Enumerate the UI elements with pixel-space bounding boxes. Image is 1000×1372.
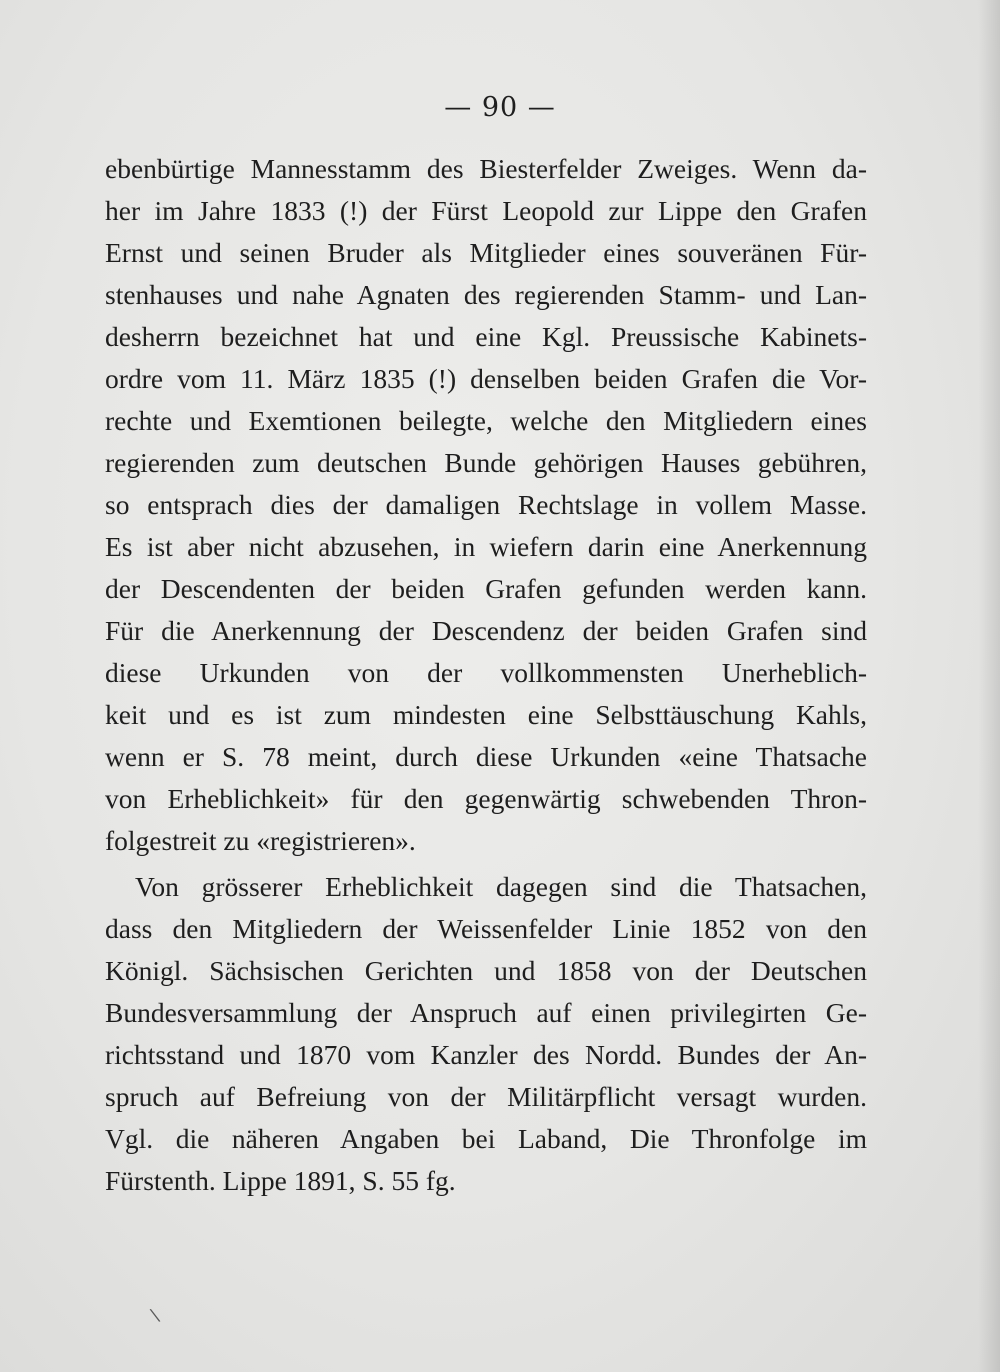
text-line: richtsstand und 1870 vom Kanzler des Nordd. Bundes der An-: [105, 1039, 867, 1070]
text-line: von Erheblichkeit» für den gegenwärtig schwebenden Thron-: [105, 783, 867, 814]
text-line: spruch auf Befreiung von der Militärpflicht versagt wurden.: [105, 1081, 867, 1112]
text-line: regierenden zum deutschen Bunde gehörigen Hauses gebühren,: [105, 447, 867, 478]
text-line: Vgl. die näheren Angaben bei Laband, Die Thronfolge im: [105, 1123, 867, 1154]
text-line: her im Jahre 1833 (!) der Fürst Leopold zur Lippe den Grafen: [105, 195, 867, 226]
text-line: Fürstenth. Lippe 1891, S. 55 fg.: [105, 1165, 456, 1196]
text-line: Für die Anerkennung der Descendenz der beiden Grafen sind: [105, 615, 867, 646]
text-line: wenn er S. 78 meint, durch diese Urkunden «eine Thatsache: [105, 741, 867, 772]
text-line: stenhauses und nahe Agnaten des regierenden Stamm- und Lan-: [105, 279, 867, 310]
text-line: ebenbürtige Mannesstamm des Biesterfelder Zweiges. Wenn da-: [105, 153, 867, 184]
text-line: keit und es ist zum mindesten eine Selbsttäuschung Kahls,: [105, 699, 867, 730]
text-line: Von grösserer Erheblichkeit dagegen sind die Thatsachen,: [135, 871, 867, 902]
text-line: rechte und Exemtionen beilegte, welche den Mitgliedern eines: [105, 405, 867, 436]
text-line: der Descendenten der beiden Grafen gefunden werden kann.: [105, 573, 867, 604]
text-line: Königl. Sächsischen Gerichten und 1858 von der Deutschen: [105, 955, 867, 986]
text-line: diese Urkunden von der vollkommensten Unerheblich-: [105, 657, 867, 688]
stray-ink-mark: \: [148, 1304, 162, 1327]
text-line: folgestreit zu «registrieren».: [105, 825, 416, 856]
text-line: Ernst und seinen Bruder als Mitglieder eines souveränen Für-: [105, 237, 867, 268]
body-text: [105, 148, 867, 1202]
paragraph-1: [105, 148, 867, 862]
text-line: Bundesversammlung der Anspruch auf einen privilegirten Ge-: [105, 997, 867, 1028]
text-line: Es ist aber nicht abzusehen, in wiefern darin eine Anerkennung: [105, 531, 867, 562]
page-edge-shadow: [978, 0, 1000, 1372]
text-line: desherrn bezeichnet hat und eine Kgl. Preussische Kabinets-: [105, 321, 867, 352]
page-number: — 90 —: [444, 92, 556, 123]
text-line: dass den Mitgliedern der Weissenfelder Linie 1852 von den: [105, 913, 867, 944]
text-line: so entsprach dies der damaligen Rechtslage in vollem Masse.: [105, 489, 867, 520]
text-line: ordre vom 11. März 1835 (!) denselben beiden Grafen die Vor-: [105, 363, 867, 394]
paragraph-2: [105, 866, 867, 1202]
